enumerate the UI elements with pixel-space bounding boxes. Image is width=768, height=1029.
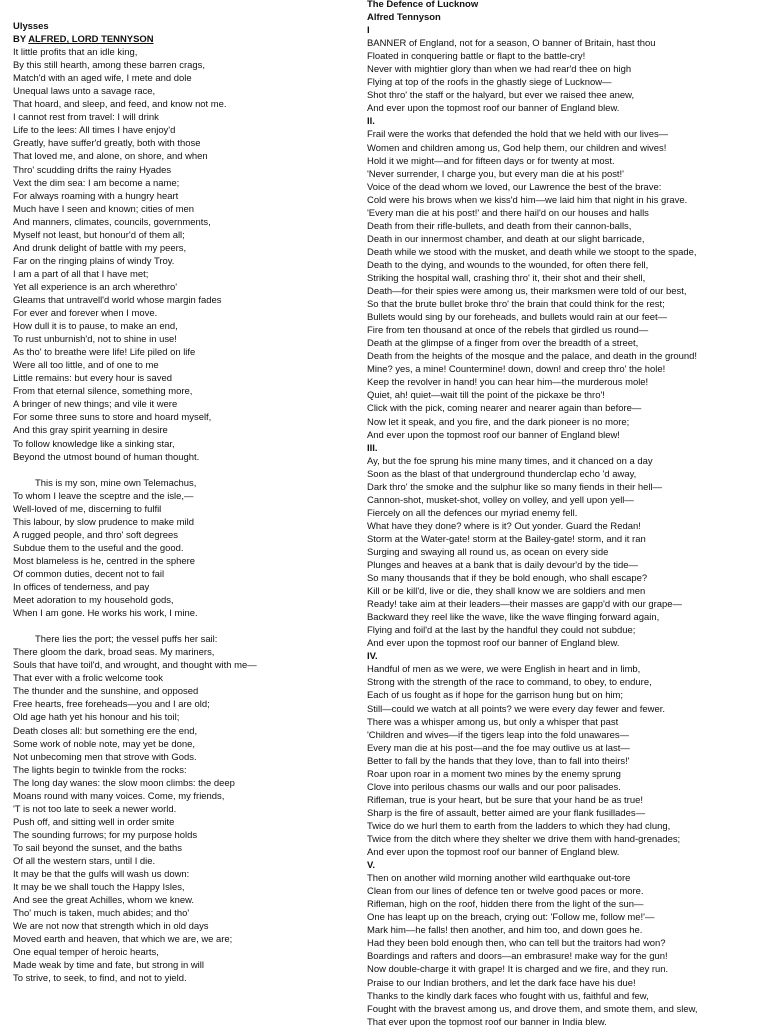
poem-line: Now let it speak, and you fire, and the dark pioneer is no more; <box>367 416 630 428</box>
poem-line: Flying at top of the roofs in the ghastly siege of Lucknow— <box>367 77 612 89</box>
poem-line: To strive, to seek, to find, and not to yield. <box>13 973 187 985</box>
poem-line: That loved me, and alone, on shore, and when <box>13 151 208 163</box>
poem-line: To follow knowledge like a sinking star, <box>13 438 175 450</box>
poem-line: The thunder and the sunshine, and opposed <box>13 686 199 698</box>
poem-line: Fought with the bravest among us, and drove them, and smote them, and slew, <box>367 1003 698 1015</box>
poem-line: For some three suns to store and hoard myself, <box>13 412 212 424</box>
poem-line: Kill or be kill'd, live or die, they shall know we are soldiers and men <box>367 586 646 598</box>
poem-line: Better to fall by the hands that they love, than to fall into theirs!' <box>367 755 630 767</box>
poem-body <box>367 24 768 1029</box>
poem-line: As tho' to breathe were life! Life piled on life <box>13 347 196 359</box>
poem-line: Floated in conquering battle or flapt to the battle-cry! <box>367 51 586 63</box>
poem-line: Clean from our lines of defence ten or twelve good paces or more. <box>367 886 644 898</box>
poem-line: In offices of tenderness, and pay <box>13 582 150 594</box>
section-numeral: IV. <box>367 651 378 663</box>
lucknow-poem <box>367 0 768 1029</box>
poem-line: Subdue them to the useful and the good. <box>13 542 184 554</box>
poem-line: Thanks to the kindly dark faces who fought with us, faithful and few, <box>367 990 649 1002</box>
poem-line: Death while we stood with the musket, and death while we stoopt to the spade, <box>367 246 697 258</box>
ulysses-poem <box>13 20 358 985</box>
poem-line: Twice from the ditch where they shelter we drive them with hand-grenades; <box>367 834 681 845</box>
poem-line: Flying and foil'd at the last by the handful they could not subdue; <box>367 625 636 637</box>
poem-line: Greatly, have suffer'd greatly, both with those <box>13 138 201 150</box>
poem-line: Now double-charge it with grape! It is charged and we fire, and they run. <box>367 964 669 976</box>
poem-line: And this gray spirit yearning in desire <box>13 425 168 437</box>
poem-line: Ay, but the foe sprung his mine many times, and it chanced on a day <box>367 455 653 467</box>
poem-line: Push off, and sitting well in order smite <box>13 816 175 828</box>
poem-line: Clove into perilous chasms our walls and our poor palisades. <box>367 781 621 793</box>
poem-line: Fire from ten thousand at once of the rebels that girdled us round— <box>367 325 649 337</box>
poem-line: Quiet, ah! quiet—wait till the point of the pickaxe be thro'! <box>367 390 605 402</box>
poem-line: Striking the hospital wall, crashing thro' it, their shot and their shell, <box>367 272 646 284</box>
poem-line: Never with mightier glory than when we had rear'd thee on high <box>367 64 632 76</box>
poem-line: How dull it is to pause, to make an end, <box>13 321 178 333</box>
poem-line: Fiercely on all the defences our myriad enemy fell. <box>367 507 578 519</box>
poem-line: Mark him—he falls! then another, and him too, and down goes he. <box>367 925 643 937</box>
poem-line: And manners, climates, councils, governments, <box>13 216 211 228</box>
poem-line: Little remains: but every hour is saved <box>13 373 172 385</box>
section <box>367 859 768 1029</box>
poem-line: Backward they reel like the wave, like the wave flinging forward again, <box>367 612 660 624</box>
poem-line: A rugged people, and thro' soft degrees <box>13 529 178 541</box>
poem-line: 'Never surrender, I charge you, but every man die at his post!' <box>367 168 624 180</box>
poem-author: Alfred Tennyson <box>367 12 441 24</box>
poem-line: Death closes all: but something ere the end, <box>13 725 198 737</box>
poem-line: Bullets would sing by our foreheads, and bullets would rain at our feet— <box>367 312 668 324</box>
poem-line: Vext the dim sea: I am become a name; <box>13 177 180 189</box>
poem-line: Match'd with an aged wife, I mete and dole <box>13 73 192 85</box>
poem-line: For always roaming with a hungry heart <box>13 190 179 202</box>
poem-line: Thro' scudding drifts the rainy Hyades <box>13 164 172 176</box>
stanza <box>13 46 358 464</box>
poem-line: Praise to our Indian brothers, and let the dark face have his due! <box>367 977 636 989</box>
byline-prefix: BY <box>13 34 29 46</box>
poem-line: One has leapt up on the breach, crying out: 'Follow me, follow me!'— <box>367 912 655 924</box>
poem-line: Still—could we watch at all points? we were every day fewer and fewer. <box>367 703 665 715</box>
section-numeral: I <box>367 25 370 37</box>
section-numeral: V. <box>367 860 376 872</box>
poem-line: From that eternal silence, something more, <box>13 386 193 398</box>
poem-line: To whom I leave the sceptre and the isle,— <box>13 490 194 502</box>
poem-line: Soon as the blast of that underground thunderclap echo 'd away, <box>367 468 637 480</box>
section <box>367 115 768 441</box>
poem-line: Frail were the works that defended the hold that we held with our lives— <box>367 129 669 141</box>
poem-line: Meet adoration to my household gods, <box>13 595 174 607</box>
poem-line: Shot thro' the staff or the halyard, but ever we raised thee anew, <box>367 90 635 102</box>
poem-line: Click with the pick, coming nearer and nearer again than before— <box>367 403 642 415</box>
poem-line: This is my son, mine own Telemachus, <box>35 477 197 489</box>
poem-line: I am a part of all that I have met; <box>13 268 149 280</box>
poem-line: Made weak by time and fate, but strong in will <box>13 960 204 972</box>
stanza-gap <box>13 464 358 477</box>
poem-line: And ever upon the topmost roof our banner of England blew! <box>367 429 620 441</box>
poem-line: So many thousands that if they be bold enough, who shall escape? <box>367 573 648 585</box>
poem-line: Life to the lees: All times I have enjoy'd <box>13 125 176 137</box>
poem-line: That ever upon the topmost roof our banner in India blew. <box>367 1016 607 1028</box>
poem-line: Then on another wild morning another wild earthquake out-tore <box>367 873 631 885</box>
poem-line: It little profits that an idle king, <box>13 47 138 59</box>
poem-line: Gleams that untravell'd world whose margin fades <box>13 294 222 306</box>
poem-line: Hold it we might—and for fifteen days or for twenty at most. <box>367 155 615 167</box>
poem-line: Twice do we hurl them to earth from the ladders to which they had clung, <box>367 820 671 832</box>
poem-line: Moved earth and heaven, that which we are, we are; <box>13 934 233 946</box>
poem-line: Ready! take aim at their leaders—their masses are gapp'd with our grape— <box>367 599 682 611</box>
poem-line: Most blameless is he, centred in the sphere <box>13 555 196 567</box>
poem-line: Of all the western stars, until I die. <box>13 856 156 867</box>
section-numeral: III. <box>367 442 378 454</box>
poem-body <box>13 46 358 985</box>
poem-line: Storm at the Water-gate! storm at the Bailey-gate! storm, and it ran <box>367 533 646 545</box>
poem-line: Strong with the strength of the race to command, to obey, to endure, <box>367 677 652 689</box>
poem-line: And drunk delight of battle with my peers, <box>13 242 187 254</box>
poem-line: This labour, by slow prudence to make mild <box>13 516 194 528</box>
poem-title: The Defence of Lucknow <box>367 0 479 10</box>
poem-line: 'Children and wives—if the tigers leap into the fold unawares— <box>367 729 629 741</box>
poem-line: Rifleman, true is your heart, but be sure that your hand be as true! <box>367 794 643 806</box>
stanza-gap <box>13 620 358 633</box>
poem-line: Cold were his brows when we kiss'd him—we laid him that night in his grave. <box>367 194 688 206</box>
poem-line: Well-loved of me, discerning to fulfil <box>13 503 162 515</box>
poem-line: Free hearts, free foreheads—you and I are old; <box>13 699 210 711</box>
poem-line: Each of us fought as if hope for the garrison hung but on him; <box>367 690 624 702</box>
poem-line: 'Every man die at his post!' and there hail'd on our houses and halls <box>367 207 649 219</box>
poem-line: Death in our innermost chamber, and death at our slight barricade, <box>367 233 645 245</box>
poem-line: Myself not least, but honour'd of them all; <box>13 229 185 241</box>
poem-line: Tho' much is taken, much abides; and tho' <box>13 908 190 920</box>
poem-line: Women and children among us, God help them, our children and wives! <box>367 142 667 154</box>
poem-line: Rifleman, high on the roof, hidden there from the light of the sun— <box>367 899 644 911</box>
poem-line: Not unbecoming men that strove with Gods. <box>13 751 197 763</box>
poem-line: When I am gone. He works his work, I mine. <box>13 608 198 620</box>
poem-line: Had they been bold enough then, who can tell but the traitors had won? <box>367 938 666 950</box>
poem-line: I cannot rest from travel: I will drink <box>13 112 159 124</box>
poem-line: And ever upon the topmost roof our banner of England blew. <box>367 847 620 859</box>
poem-line: Beyond the utmost bound of human thought. <box>13 451 200 463</box>
poem-line: It may be that the gulfs will wash us down: <box>13 869 190 881</box>
poem-line: The sounding furrows; for my purpose holds <box>13 829 198 841</box>
poem-line: There was a whisper among us, but only a whisper that past <box>367 716 619 728</box>
poem-line: Boardings and rafters and doors—an embrasure! make way for the gun! <box>367 951 668 963</box>
poem-line: What have they done? where is it? Out yonder. Guard the Redan! <box>367 520 641 532</box>
poem-line: Cannon-shot, musket-shot, volley on volley, and yell upon yell— <box>367 494 634 506</box>
poem-line: Roar upon roar in a moment two mines by the enemy sprung <box>367 768 621 780</box>
poem-line: 'T is not too late to seek a newer world. <box>13 803 177 815</box>
poem-line: BANNER of England, not for a season, O banner of Britain, hast thou <box>367 38 656 50</box>
poem-line: And ever upon the topmost roof our banner of England blew. <box>367 638 620 650</box>
poem-line: To sail beyond the sunset, and the baths <box>13 842 182 854</box>
poem-line: Were all too little, and of one to me <box>13 360 159 372</box>
poem-line: That hoard, and sleep, and feed, and know not me. <box>13 99 227 111</box>
poem-line: Death from the heights of the mosque and the palace, and death in the ground! <box>367 351 698 363</box>
poem-line: Voice of the dead whom we loved, our Lawrence the best of the brave: <box>367 181 662 193</box>
poem-line: Far on the ringing plains of windy Troy. <box>13 255 175 267</box>
poem-line: One equal temper of heroic hearts, <box>13 947 159 959</box>
poem-line: The lights begin to twinkle from the rocks: <box>13 764 187 776</box>
poem-line: Death—for their spies were among us, their marksmen were told of our best, <box>367 286 687 298</box>
poem-line: A bringer of new things; and vile it were <box>13 399 178 411</box>
section <box>367 650 768 859</box>
poem-line: There gloom the dark, broad seas. My mariners, <box>13 647 215 659</box>
poem-line: And ever upon the topmost roof our banner of England blew. <box>367 103 620 115</box>
poem-line: Some work of noble note, may yet be done, <box>13 738 196 750</box>
poem-line: Keep the revolver in hand! you can hear him—the murderous mole! <box>367 377 649 389</box>
section <box>367 24 768 115</box>
stanza <box>13 477 358 621</box>
poem-line: So that the brute bullet broke thro' the brain that could think for the rest; <box>367 299 665 311</box>
poem-line: Every man die at his post—and the foe may outlive us at last— <box>367 742 630 754</box>
poem-line: Surging and swaying all round us, as ocean on every side <box>367 546 609 558</box>
poem-line: Much have I seen and known; cities of men <box>13 203 194 215</box>
poem-line: Old age hath yet his honour and his toil; <box>13 712 180 724</box>
poem-line: Dark thro' the smoke and the sulphur like so many fiends in their hell— <box>367 481 663 493</box>
poem-line: Death from their rifle-bullets, and death from their cannon-balls, <box>367 220 632 232</box>
poem-line: Unequal laws unto a savage race, <box>13 86 156 98</box>
poem-line: There lies the port; the vessel puffs her sail: <box>35 634 218 646</box>
stanza <box>13 633 358 985</box>
poem-byline <box>13 33 358 46</box>
poem-line: That ever with a frolic welcome took <box>13 673 164 685</box>
poem-line: Souls that have toil'd, and wrought, and thought with me— <box>13 660 257 672</box>
poem-line: Mine? yes, a mine! Countermine! down, down! and creep thro' the hole! <box>367 364 666 376</box>
section-numeral: II. <box>367 116 375 128</box>
poem-line: Handful of men as we were, we were English in heart and in limb, <box>367 664 641 676</box>
poem-title: Ulysses <box>13 21 49 32</box>
poem-line: Death to the dying, and wounds to the wounded, for often there fell, <box>367 259 649 271</box>
poem-line: Sharp is the fire of assault, better aimed are your flank fusillades— <box>367 807 646 819</box>
poem-line: Plunges and heaves at a bank that is daily devour'd by the tide— <box>367 560 638 572</box>
poem-line: The long day wanes: the slow moon climbs: the deep <box>13 777 235 789</box>
poem-line: Of common duties, decent not to fail <box>13 568 165 580</box>
poem-line: To rust unburnish'd, not to shine in use! <box>13 334 177 346</box>
poem-line: Yet all experience is an arch wherethro' <box>13 281 178 293</box>
poem-line: Death at the glimpse of a finger from over the breadth of a street, <box>367 338 639 350</box>
section <box>367 442 768 651</box>
author-link[interactable]: ALFRED, LORD TENNYSON <box>28 34 154 46</box>
poem-line: It may be we shall touch the Happy Isles, <box>13 882 185 894</box>
poem-line: Moans round with many voices. Come, my friends, <box>13 790 225 802</box>
poem-line: For ever and forever when I move. <box>13 308 158 320</box>
poem-line: And see the great Achilles, whom we knew. <box>13 895 194 907</box>
poem-line: We are not now that strength which in old days <box>13 921 209 933</box>
poem-line: By this still hearth, among these barren crags, <box>13 60 205 72</box>
